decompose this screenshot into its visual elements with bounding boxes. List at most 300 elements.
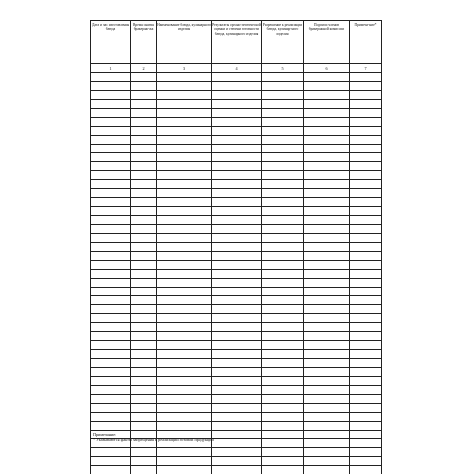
table-cell	[212, 430, 262, 439]
table-cell	[212, 466, 262, 474]
table-cell	[304, 430, 350, 439]
table-cell	[212, 350, 262, 359]
table-cell	[212, 412, 262, 421]
table-cell	[304, 341, 350, 350]
table-cell	[262, 394, 304, 403]
table-row	[91, 224, 382, 233]
table-cell	[212, 117, 262, 126]
table-cell	[350, 430, 382, 439]
table-cell	[304, 224, 350, 233]
table-cell	[304, 81, 350, 90]
table-row	[91, 135, 382, 144]
table-cell	[350, 135, 382, 144]
table-cell	[131, 90, 157, 99]
table-cell	[262, 198, 304, 207]
table-cell	[212, 90, 262, 99]
table-cell	[212, 108, 262, 117]
table-row	[91, 350, 382, 359]
table-cell	[304, 296, 350, 305]
table-cell	[350, 224, 382, 233]
table-cell	[262, 403, 304, 412]
table-cell	[350, 73, 382, 82]
table-cell	[157, 385, 212, 394]
table-cell	[212, 207, 262, 216]
table-cell	[131, 171, 157, 180]
table-cell	[262, 135, 304, 144]
table-cell	[350, 162, 382, 171]
table-cell	[304, 350, 350, 359]
table-cell	[212, 457, 262, 466]
table-cell	[157, 341, 212, 350]
column-number: 6	[304, 64, 350, 73]
header-cell-date: Дата и час изготовления блюда	[91, 21, 131, 64]
table-cell	[350, 385, 382, 394]
table-row	[91, 376, 382, 385]
table-cell	[304, 403, 350, 412]
table-cell	[157, 296, 212, 305]
header-cell-results: Результаты органо-лептической оценки и степени готовности блюда, кулинарного изделия	[212, 21, 262, 64]
table-row	[91, 242, 382, 251]
table-cell	[212, 198, 262, 207]
table-cell	[131, 153, 157, 162]
table-row	[91, 332, 382, 341]
table-cell	[91, 81, 131, 90]
table-cell	[350, 448, 382, 457]
table-cell	[262, 126, 304, 135]
table-row	[91, 189, 382, 198]
table-row	[91, 117, 382, 126]
table-cell	[131, 135, 157, 144]
table-cell	[304, 323, 350, 332]
table-cell	[350, 117, 382, 126]
table-cell	[350, 439, 382, 448]
table-cell	[91, 260, 131, 269]
table-row	[91, 251, 382, 260]
table-cell	[91, 332, 131, 341]
table-cell	[157, 323, 212, 332]
table-row	[91, 296, 382, 305]
table-cell	[304, 117, 350, 126]
table-cell	[304, 207, 350, 216]
table-cell	[304, 412, 350, 421]
table-cell	[91, 341, 131, 350]
table-cell	[304, 287, 350, 296]
table-cell	[131, 466, 157, 474]
header-row	[91, 21, 382, 64]
table-cell	[91, 251, 131, 260]
table-cell	[262, 457, 304, 466]
table-cell	[91, 198, 131, 207]
table-cell	[91, 153, 131, 162]
table-cell	[157, 180, 212, 189]
table-cell	[157, 403, 212, 412]
table-cell	[262, 430, 304, 439]
table-row	[91, 448, 382, 457]
table-cell	[304, 242, 350, 251]
table-cell	[262, 73, 304, 82]
table-cell	[262, 153, 304, 162]
table-cell	[262, 144, 304, 153]
table-cell	[304, 180, 350, 189]
table-row	[91, 153, 382, 162]
table-cell	[304, 162, 350, 171]
table-cell	[350, 350, 382, 359]
table-cell	[212, 73, 262, 82]
table-cell	[350, 180, 382, 189]
header-cell-dish: Наименование блюда, кулинарного изделия	[157, 21, 212, 64]
table-cell	[91, 305, 131, 314]
table-row	[91, 367, 382, 376]
table-cell	[157, 207, 212, 216]
table-cell	[131, 269, 157, 278]
table-cell	[212, 359, 262, 368]
table-row	[91, 421, 382, 430]
table-cell	[157, 350, 212, 359]
table-cell	[157, 260, 212, 269]
table-cell	[131, 296, 157, 305]
table-row	[91, 457, 382, 466]
table-row	[91, 359, 382, 368]
table-cell	[131, 117, 157, 126]
table-cell	[212, 314, 262, 323]
table-cell	[212, 439, 262, 448]
table-cell	[212, 269, 262, 278]
table-cell	[131, 198, 157, 207]
table-cell	[131, 341, 157, 350]
table-cell	[304, 376, 350, 385]
table-cell	[91, 457, 131, 466]
table-cell	[157, 457, 212, 466]
header-cell-permission: Разрешение к реализации блюда, кулинар-ного изделия	[262, 21, 304, 64]
table-cell	[131, 314, 157, 323]
table-cell	[157, 367, 212, 376]
table-cell	[131, 162, 157, 171]
table-row	[91, 278, 382, 287]
table-cell	[350, 171, 382, 180]
table-cell	[262, 367, 304, 376]
table-cell	[131, 350, 157, 359]
table-cell	[350, 296, 382, 305]
table-cell	[91, 350, 131, 359]
table-cell	[131, 403, 157, 412]
table-row	[91, 233, 382, 242]
table-cell	[131, 385, 157, 394]
table-cell	[304, 108, 350, 117]
table-cell	[131, 394, 157, 403]
table-cell	[304, 99, 350, 108]
table-row	[91, 287, 382, 296]
table-cell	[212, 126, 262, 135]
table-row	[91, 198, 382, 207]
table-cell	[91, 376, 131, 385]
table-cell	[91, 90, 131, 99]
table-cell	[212, 394, 262, 403]
table-cell	[350, 242, 382, 251]
table-cell	[304, 90, 350, 99]
table-cell	[157, 171, 212, 180]
table-cell	[157, 251, 212, 260]
table-cell	[91, 269, 131, 278]
table-cell	[262, 251, 304, 260]
table-cell	[157, 269, 212, 278]
table-cell	[91, 412, 131, 421]
table-cell	[91, 287, 131, 296]
table-cell	[157, 162, 212, 171]
table-cell	[91, 180, 131, 189]
table-cell	[212, 260, 262, 269]
table-cell	[350, 394, 382, 403]
table-cell	[131, 359, 157, 368]
table-cell	[131, 323, 157, 332]
table-cell	[262, 359, 304, 368]
table-cell	[131, 233, 157, 242]
table-cell	[262, 207, 304, 216]
table-cell	[91, 403, 131, 412]
table-cell	[212, 153, 262, 162]
table-cell	[304, 73, 350, 82]
table-cell	[157, 394, 212, 403]
table-cell	[157, 73, 212, 82]
table-cell	[350, 367, 382, 376]
table-cell	[131, 126, 157, 135]
table-cell	[212, 162, 262, 171]
table-cell	[157, 126, 212, 135]
column-number: 7	[350, 64, 382, 73]
table-cell	[350, 198, 382, 207]
table-row	[91, 269, 382, 278]
table-cell	[212, 189, 262, 198]
table-cell	[131, 108, 157, 117]
table-cell	[350, 341, 382, 350]
table-cell	[157, 314, 212, 323]
table-cell	[350, 189, 382, 198]
column-number: 5	[262, 64, 304, 73]
table-cell	[212, 135, 262, 144]
table-cell	[157, 189, 212, 198]
table-cell	[262, 260, 304, 269]
table-cell	[212, 421, 262, 430]
table-cell	[91, 385, 131, 394]
table-cell	[91, 466, 131, 474]
table-row	[91, 108, 382, 117]
table-row	[91, 99, 382, 108]
table-cell	[157, 81, 212, 90]
table-cell	[157, 287, 212, 296]
table-cell	[91, 421, 131, 430]
table-cell	[262, 385, 304, 394]
table-cell	[91, 359, 131, 368]
table-cell	[262, 439, 304, 448]
table-cell	[131, 412, 157, 421]
table-cell	[304, 305, 350, 314]
table-cell	[304, 359, 350, 368]
table-cell	[157, 412, 212, 421]
table-row	[91, 314, 382, 323]
table-cell	[350, 153, 382, 162]
table-cell	[212, 251, 262, 260]
table-cell	[304, 421, 350, 430]
table-cell	[212, 144, 262, 153]
table-cell	[91, 162, 131, 171]
table-cell	[131, 216, 157, 225]
header-cell-note: Примеча-ние*	[350, 21, 382, 64]
table-cell	[262, 216, 304, 225]
table-row	[91, 323, 382, 332]
table-cell	[304, 198, 350, 207]
table-cell	[157, 108, 212, 117]
table-cell	[131, 376, 157, 385]
table-row	[91, 394, 382, 403]
table-cell	[91, 216, 131, 225]
table-row	[91, 171, 382, 180]
table-cell	[157, 117, 212, 126]
table-cell	[304, 144, 350, 153]
table-cell	[262, 287, 304, 296]
table-row	[91, 385, 382, 394]
table-cell	[262, 314, 304, 323]
footnote-title: Примечание:	[93, 432, 117, 437]
table-cell	[131, 242, 157, 251]
table-cell	[262, 99, 304, 108]
table-cell	[157, 153, 212, 162]
table-cell	[262, 448, 304, 457]
table-cell	[304, 394, 350, 403]
table-row	[91, 90, 382, 99]
table-cell	[157, 305, 212, 314]
table-cell	[350, 216, 382, 225]
table-cell	[350, 466, 382, 474]
table-cell	[350, 207, 382, 216]
table-cell	[157, 90, 212, 99]
table-cell	[212, 367, 262, 376]
table-cell	[91, 448, 131, 457]
table-cell	[131, 99, 157, 108]
table-cell	[91, 126, 131, 135]
table-row	[91, 144, 382, 153]
table-row	[91, 216, 382, 225]
table-cell	[304, 153, 350, 162]
table-cell	[131, 448, 157, 457]
table-cell	[350, 108, 382, 117]
table-cell	[157, 421, 212, 430]
table-cell	[212, 242, 262, 251]
table-cell	[212, 403, 262, 412]
table-cell	[304, 278, 350, 287]
table-cell	[131, 305, 157, 314]
table-cell	[304, 314, 350, 323]
table-cell	[262, 350, 304, 359]
table-cell	[212, 323, 262, 332]
column-number: 4	[212, 64, 262, 73]
table-cell	[304, 233, 350, 242]
table-cell	[262, 162, 304, 171]
table-cell	[91, 207, 131, 216]
column-number: 3	[157, 64, 212, 73]
table-cell	[131, 251, 157, 260]
table-cell	[212, 233, 262, 242]
table-cell	[304, 216, 350, 225]
table-cell	[131, 81, 157, 90]
table-cell	[350, 233, 382, 242]
table-cell	[131, 287, 157, 296]
table-cell	[304, 260, 350, 269]
table-cell	[262, 90, 304, 99]
table-row	[91, 180, 382, 189]
table-cell	[212, 296, 262, 305]
table-cell	[91, 144, 131, 153]
table-row	[91, 341, 382, 350]
table-cell	[350, 376, 382, 385]
table-cell	[131, 189, 157, 198]
table-cell	[212, 305, 262, 314]
table-row	[91, 305, 382, 314]
table-row	[91, 126, 382, 135]
table-cell	[212, 224, 262, 233]
table-cell	[157, 242, 212, 251]
table-cell	[91, 367, 131, 376]
table-cell	[131, 421, 157, 430]
table-cell	[350, 323, 382, 332]
table-cell	[131, 207, 157, 216]
table-cell	[212, 216, 262, 225]
table-cell	[350, 359, 382, 368]
table-cell	[304, 135, 350, 144]
table-cell	[262, 171, 304, 180]
table-cell	[157, 216, 212, 225]
table-cell	[304, 457, 350, 466]
table-cell	[304, 367, 350, 376]
table-cell	[350, 126, 382, 135]
table-cell	[262, 233, 304, 242]
table-cell	[212, 180, 262, 189]
table-cell	[350, 421, 382, 430]
table-cell	[131, 367, 157, 376]
table-cell	[262, 376, 304, 385]
column-number: 1	[91, 64, 131, 73]
table-cell	[157, 448, 212, 457]
table-cell	[91, 323, 131, 332]
table-cell	[157, 198, 212, 207]
table-row	[91, 81, 382, 90]
table-cell	[212, 385, 262, 394]
table-cell	[304, 385, 350, 394]
table-cell	[157, 144, 212, 153]
table-cell	[350, 287, 382, 296]
table-cell	[304, 448, 350, 457]
table-cell	[157, 233, 212, 242]
table-cell	[131, 260, 157, 269]
table-cell	[157, 224, 212, 233]
table-cell	[350, 403, 382, 412]
table-cell	[262, 466, 304, 474]
column-number-row	[91, 64, 382, 73]
table-cell	[262, 421, 304, 430]
table-cell	[91, 296, 131, 305]
table-cell	[157, 359, 212, 368]
table-cell	[212, 278, 262, 287]
table-cell	[350, 314, 382, 323]
table-cell	[262, 189, 304, 198]
table-cell	[157, 332, 212, 341]
table-cell	[350, 99, 382, 108]
table-cell	[157, 135, 212, 144]
table-cell	[131, 144, 157, 153]
table-cell	[350, 457, 382, 466]
table-cell	[131, 332, 157, 341]
table-cell	[91, 278, 131, 287]
table-cell	[91, 242, 131, 251]
table-cell	[350, 144, 382, 153]
